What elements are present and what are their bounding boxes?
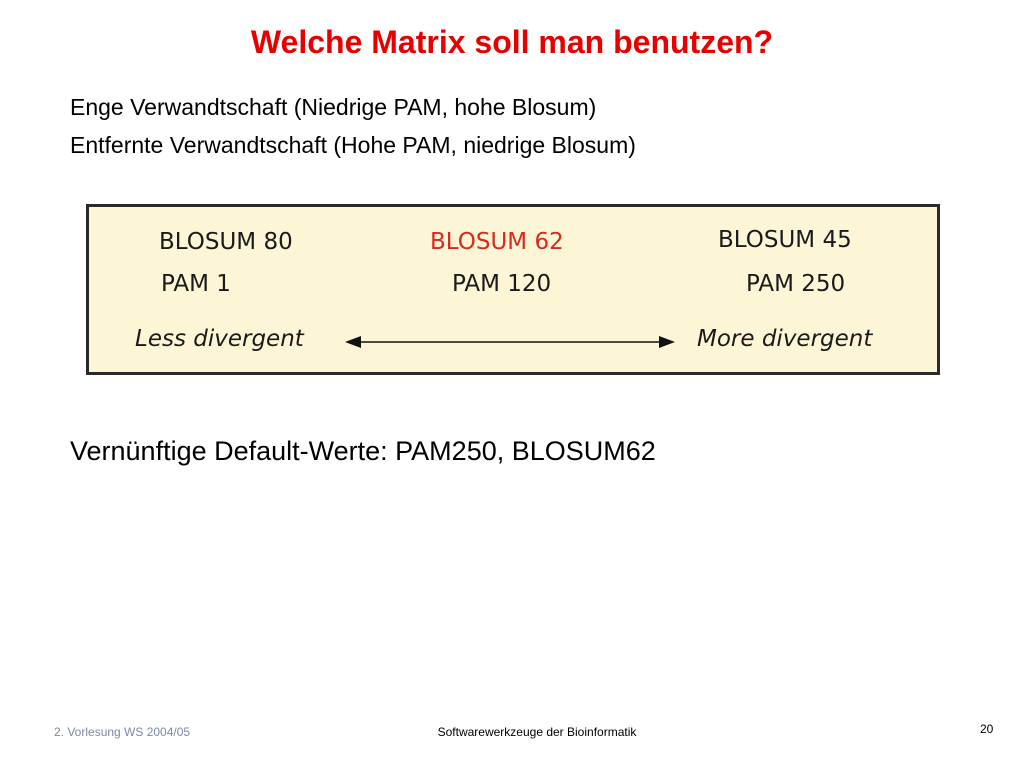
- footer-lecture: 2. Vorlesung WS 2004/05: [54, 725, 191, 739]
- footer-course-title: Softwarewerkzeuge der Bioinformatik: [437, 725, 637, 739]
- more-divergent-label: More divergent: [697, 326, 873, 352]
- text-line-distant-relation: Entfernte Verwandtschaft (Hohe PAM, niedrige Blosum): [70, 132, 636, 158]
- pam-1-label: PAM 1: [161, 271, 231, 297]
- double-arrow-icon: [345, 327, 675, 357]
- blosum-62-label: BLOSUM 62: [430, 229, 564, 255]
- page-number: 20: [980, 722, 994, 736]
- pam-250-label: PAM 250: [746, 271, 846, 297]
- blosum-80-label: BLOSUM 80: [159, 229, 293, 255]
- slide-title: Welche Matrix soll man benutzen?: [250, 24, 774, 60]
- blosum-45-label: BLOSUM 45: [718, 227, 852, 253]
- pam-120-label: PAM 120: [452, 271, 552, 297]
- default-values-text: Vernünftige Default-Werte: PAM250, BLOSUM62: [70, 436, 656, 466]
- divergence-figure: [86, 204, 940, 375]
- less-divergent-label: Less divergent: [135, 326, 304, 352]
- text-line-close-relation: Enge Verwandtschaft (Niedrige PAM, hohe Blosum): [70, 94, 597, 120]
